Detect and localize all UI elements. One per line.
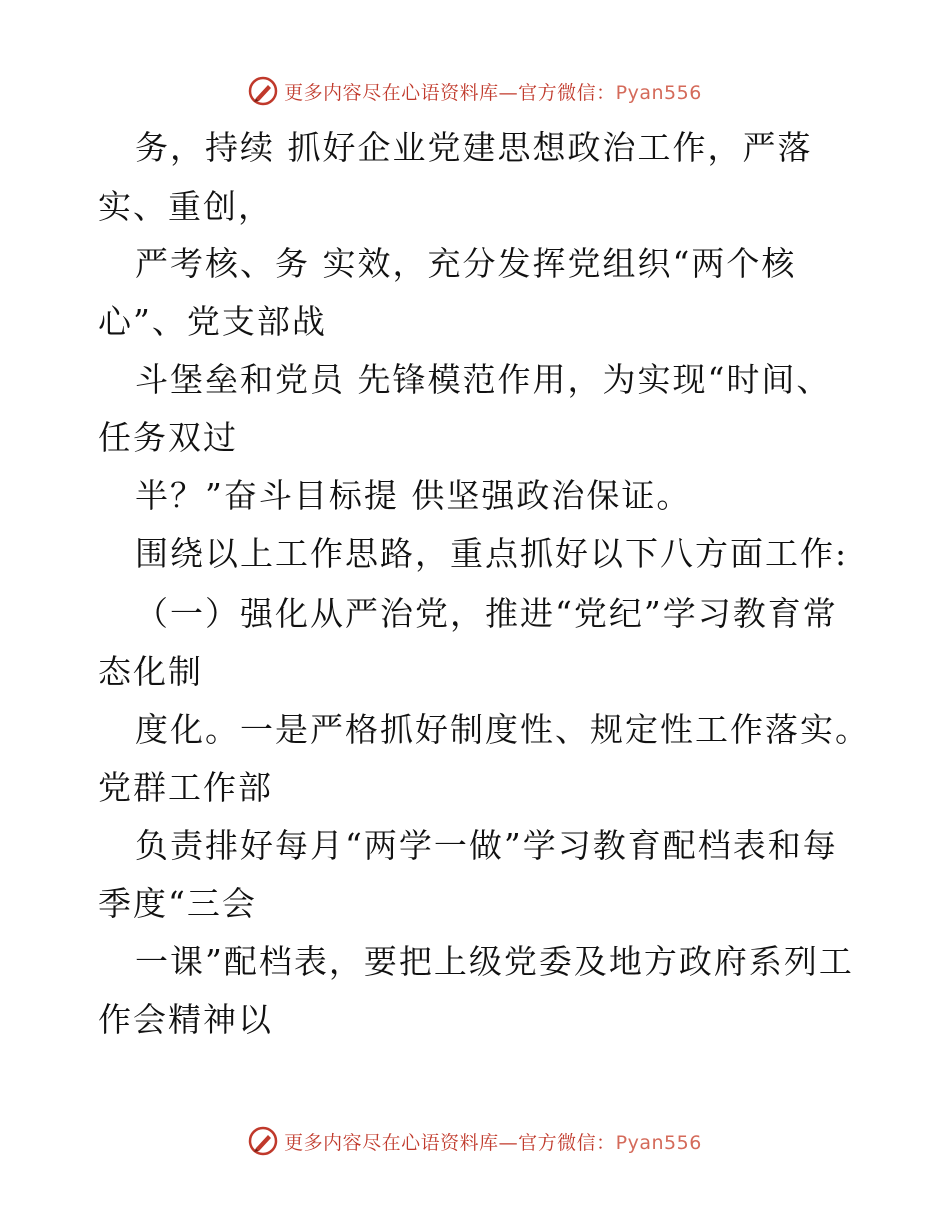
- watermark-wechat-id: Pyan556: [615, 81, 702, 104]
- text-line: 实、重创，: [98, 187, 273, 226]
- text-line: 党群工作部: [98, 768, 273, 807]
- text-line: 度化。一是严格抓好制度性、规定性工作落实。: [135, 710, 870, 749]
- pen-logo-icon: [248, 76, 278, 106]
- text-line: 务，持续 抓好企业党建思想政治工作，严落: [135, 128, 813, 167]
- watermark-wechat-id: Pyan556: [615, 1131, 702, 1154]
- footer-watermark: [0, 1121, 950, 1161]
- text-line: 季度“三会: [98, 884, 257, 923]
- text-line: 半？”奋斗目标提 供坚强政治保证。: [135, 476, 692, 515]
- text-line: 斗堡垒和党员 先锋模范作用，为实现“时间、: [135, 360, 832, 399]
- text-line: 态化制: [98, 652, 203, 691]
- text-line: 负责排好每月“两学一做”学习教育配档表和每: [135, 826, 838, 865]
- header-watermark: [0, 71, 950, 111]
- text-line: 严考核、务 实效，充分发挥党组织“两个核: [135, 244, 797, 283]
- text-line: 任务双过: [98, 418, 238, 457]
- text-line: 作会精神以: [98, 1000, 273, 1039]
- pen-logo-icon: [248, 1126, 278, 1156]
- text-line: 一课”配档表，要把上级党委及地方政府系列工: [135, 942, 854, 981]
- watermark-text: 更多内容尽在心语资料库—官方微信：Pyan556: [284, 81, 702, 104]
- text-line: 心”、党支部战: [98, 302, 327, 341]
- text-line: 围绕以上工作思路，重点抓好以下八方面工作:: [135, 534, 849, 573]
- text-line: （一）强化从严治党，推进“党纪”学习教育常: [135, 594, 838, 633]
- watermark-text: 更多内容尽在心语资料库—官方微信：Pyan556: [284, 1131, 702, 1154]
